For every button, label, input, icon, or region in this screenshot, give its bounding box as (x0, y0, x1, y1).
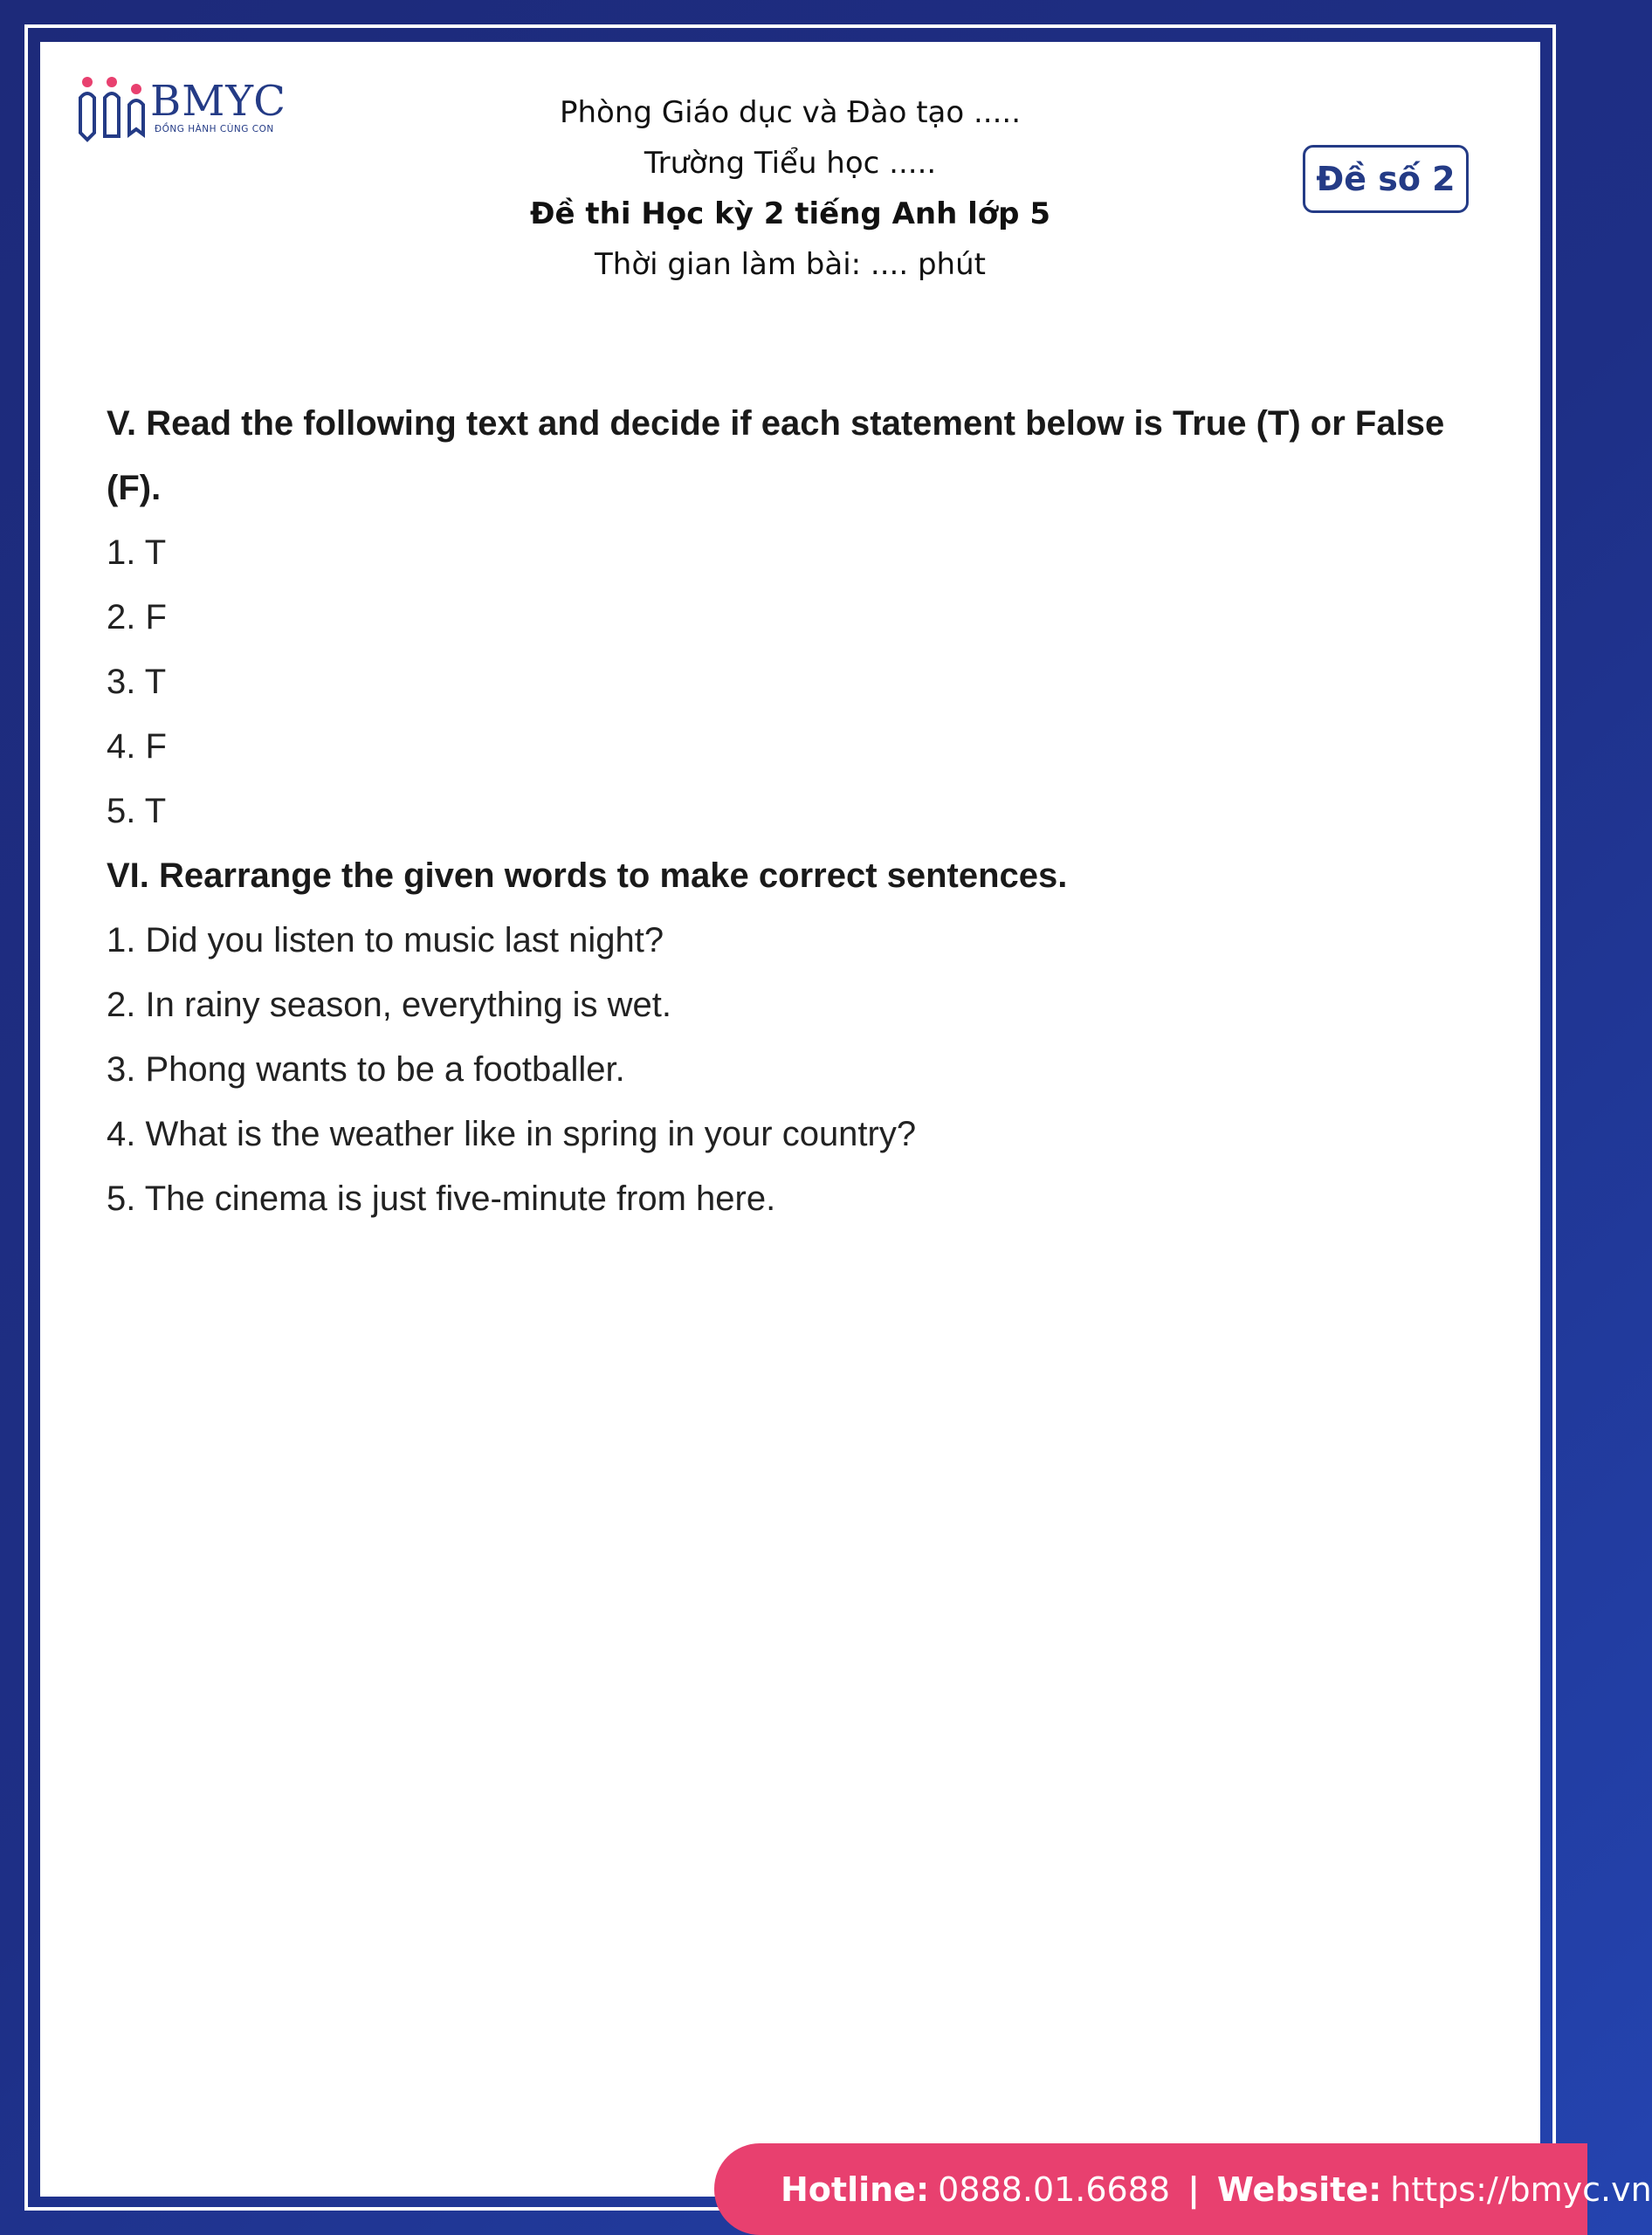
website-label: Website: (1216, 2170, 1382, 2209)
section-5-answer: 4. F (107, 727, 167, 766)
logo-brand-text: BMYC (150, 77, 286, 126)
hotline-label: Hotline: (781, 2170, 930, 2209)
section-6-answer: 5. The cinema is just five-minute from here. (107, 1179, 776, 1218)
logo-tagline: ĐỒNG HÀNH CÙNG CON (155, 124, 274, 134)
document-page (40, 42, 1540, 2197)
section-5-answer: 3. T (107, 663, 167, 701)
section-6-answer: 4. What is the weather like in spring in your country? (107, 1115, 917, 1153)
section-6-answer: 3. Phong wants to be a footballer. (107, 1050, 625, 1089)
section-5-title: V. Read the following text and decide if each statement below is True (T) or False (F). (107, 404, 1445, 507)
exam-number-badge: Đề số 2 (1303, 145, 1469, 213)
section-6-answer: 2. In rainy season, everything is wet. (107, 986, 671, 1024)
footer-separator: | (1187, 2170, 1200, 2209)
contact-footer (714, 2143, 1652, 2235)
school-line: Trường Tiểu học ..... (644, 146, 937, 181)
section-5-answer: 1. T (107, 533, 167, 572)
website-link[interactable]: https://bmyc.vn (1390, 2170, 1652, 2209)
section-6-title: VI. Rearrange the given words to make correct sentences. (107, 856, 1068, 895)
answer-content (107, 391, 1486, 1231)
time-line: Thời gian làm bài: .... phút (595, 247, 986, 282)
section-5-answer: 5. T (107, 792, 167, 830)
hotline-number[interactable]: 0888.01.6688 (938, 2170, 1171, 2209)
department-line: Phòng Giáo dục và Đào tạo ..... (559, 95, 1022, 130)
section-6-answer: 1. Did you listen to music last night? (107, 921, 664, 959)
section-5-answer: 2. F (107, 598, 167, 636)
exam-title: Đề thi Học kỳ 2 tiếng Anh lớp 5 (530, 196, 1050, 231)
